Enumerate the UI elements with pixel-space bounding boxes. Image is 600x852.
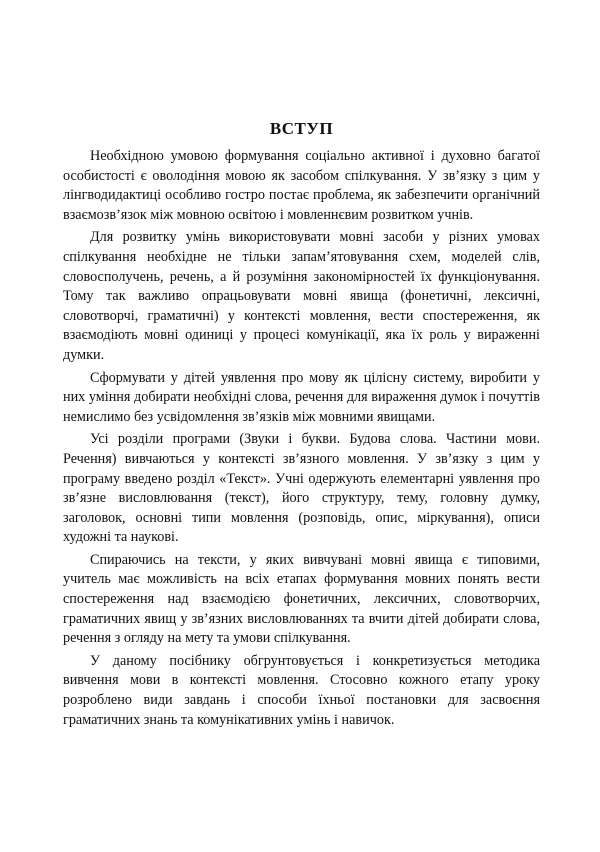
page-title: ВСТУП (269, 119, 334, 138)
paragraph-2: Для розвитку умінь використовувати мовні засоби у різних умовах спілкування необхідне не тільки запам’ятовування схем, моделей слів, словосполучень, речень, а й розуміння закономірностей їх функціонування. Тому так важливо опрацьовувати мовні явища (фонетичні, лексичні, словотворчі, граматичні) у контексті мовлення, вести спостереження, як взаємодіють мовні одиниці у процесі комунікації, яка їх роль у вираженні думки. (63, 229, 540, 363)
paragraph-1: Необхідною умовою формування соціально активної і духовно багатої особистості є оволодіння мовою як засобом спілкування. У зв’язку з цим у лінгводидактиці особливо гостро постає проблема, як забезпечити органічний взаємозв’язок між мовною освітою і мовленнєвим розвитком учнів. (63, 148, 540, 223)
paragraph-5: Спираючись на тексти, у яких вивчувані мовні явища є типовими, учитель має можливість на всіх етапах формування мовних понять вести спостереження над взаємодією фонетичних, лексичних, словотворчих, граматичних явищ у зв’язних висловлюваннях та вчити дітей добирати слова, речення з огляду на мету та умови спілкування. (63, 551, 540, 647)
document-page (63, 118, 540, 733)
paragraph-6: У даному посібнику обгрунтовується і конкретизується методика вивчення мови в контексті мовлення. Стосовно кожного етапу уроку розроблено види завдань і способи їхньої постановки для засвоєння граматичних знань та комунікативних умінь і навичок. (63, 652, 540, 728)
paragraph-4: Усі розділи програми (Звуки і букви. Будова слова. Частини мови. Речення) вивчаються у контексті зв’язного мовлення. У зв’язку з цим у програму введено розділ «Текст». Учні одержують елементарні уявлення про зв’язне висловлювання (текст), його структуру, тему, головну думку, заголовок, основні типи мовлення (розповідь, опис, міркування), описи художні та наукові. (63, 431, 540, 546)
paragraph-3: Сформувати у дітей уявлення про мову як цілісну систему, виробити у них уміння добирати необхідні слова, речення для вираження думок і почуттів немислимо без усвідомлення зв’язків між мовними явищами. (63, 369, 540, 425)
